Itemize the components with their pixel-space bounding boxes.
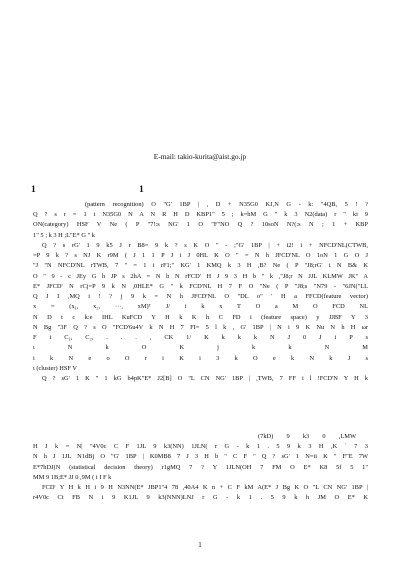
section-title: 1 [139, 185, 144, 195]
page-number: 1 [198, 541, 202, 549]
text-line: E*7hDJ(N (statistical decision theory) r1gMQ 7 ? Y 1JLN(OH 7 FM O E* K8 5f 5 1" [33, 463, 368, 471]
math-line: x = (x₁, x₂, ···, xM)ᵀ J/ i k x T O a M O FCD NL [33, 303, 368, 311]
text-line: Q ? s rG' 1 9 k5 J r B8= 9 k ? s K O " - ;"G' 1BP | + i2! i + NFCD'NL(CTWB, [42, 241, 368, 249]
text-line: N Bg "3F Q ? s O "FCD'6u4V k N H 7 FI= 5 l k , G' 1BP | N i 9 K Nu N h H ωr [33, 323, 368, 331]
text-line: (pattern recognition) O "G' 1BP | , D + N35G0 KJ,N G - k: "4QB, 5 ! ? [85, 201, 368, 208]
text-line: 1" 5 ; k 3 H ;L"E* G " k [33, 231, 95, 239]
text-line: i k N e o O r i K i 3 k O e k N k J s [33, 354, 368, 362]
section-number: 1 [31, 185, 36, 195]
text-line: Q J I ,MQ i ! ? j 9 k = N h JFCD'NL O "DL o" ' H a FFCD(feature vector) [33, 293, 368, 301]
author-email: E-mail: takio-kurita@aist.go.jp [153, 152, 247, 161]
text-line: H J k = N| "4V0c C F 1JL 9 k3(NN) 1JLN( r G - k 1 . 5 9 k 3 H ,K ` 7 3 [33, 443, 368, 451]
body-text-block-2 [33, 432, 368, 504]
text-line: O " 9 - c JEy G h JP s 2hA = N b N rFCD' H J 9 3 H b " k ,"J8;r N JJL KLMW JK" A [33, 272, 368, 280]
text-line: r4V0c Ct FB N i 9 K1JL 9 k3(NNN)LNJ r G - k 1 . 5 9 k h JM O E* K [33, 494, 368, 502]
text-line: =P 9 k ? s NJ K r9M ( J 1 1 P J i J 0HL K O " = N h JFCD'NL O 1oN 1 G O J [33, 252, 368, 260]
text-line: N h J 1JL N1dBj O "G' 1BP | K0MB8 7 J 3 H b " C F " Q ? sG' 1 N=ii K " F"E 7W [33, 453, 368, 461]
text-line: FCD' Y H k H i 9 H N3NN(E* JBP1"4 78 ,40A4 K n + C F kM A(E* J Bg K O "L CN NG' 1BP | [42, 484, 368, 492]
text-line: E* JFCD' N rCj=P 9 k N ,0HLE* G " k FCD'NL H 7 F O "Ne ( P "J8;s "N79 - "6JN("LL [33, 282, 368, 290]
text-line: MM 9 1B;E* JJ 0 ,9M ( i I F k [33, 473, 112, 481]
text-line: ι (cluster) HSF V [33, 364, 78, 372]
body-text-block-1 [33, 200, 368, 384]
text-line: N D t c k:e IHL KuFCD Y H k K h C FD i (feature space) y JJBF Y 3 [33, 313, 368, 321]
text-line: ι N k O K j k k N M [33, 344, 368, 352]
text-line: (7kD) 9 k3 0 ,LMW [258, 433, 356, 440]
text-line: "J "N NFCD'NL rTWB, 7 " = 1 i rF1;" KG' 1 KMQ k 3 H ,B? Ne ( P "J8;rG' i N B& K [33, 262, 368, 270]
text-line: Q ? s r = 1 i N35G0 N A N R H D KBP1" 5 ; k=hM G " k 3 N2(data) r " ki 9 [33, 211, 368, 219]
text-line: Q ? sG' 1 K " 1 kG b4pK"E* J2[B] O "L CN NG' 1BP | ,TWB, 7 FF i l !FCD'N Y H k [42, 374, 368, 382]
math-line: F i C₁, C₂, . . . , CK 1/ K k k k N J 0 J i P s [33, 334, 368, 342]
text-line: ON(category) HSF V Ne ( P "7!:s NG' 1 O "F"NO Q ? 10soN N?(:s N ; 1 + KBP [33, 221, 368, 229]
